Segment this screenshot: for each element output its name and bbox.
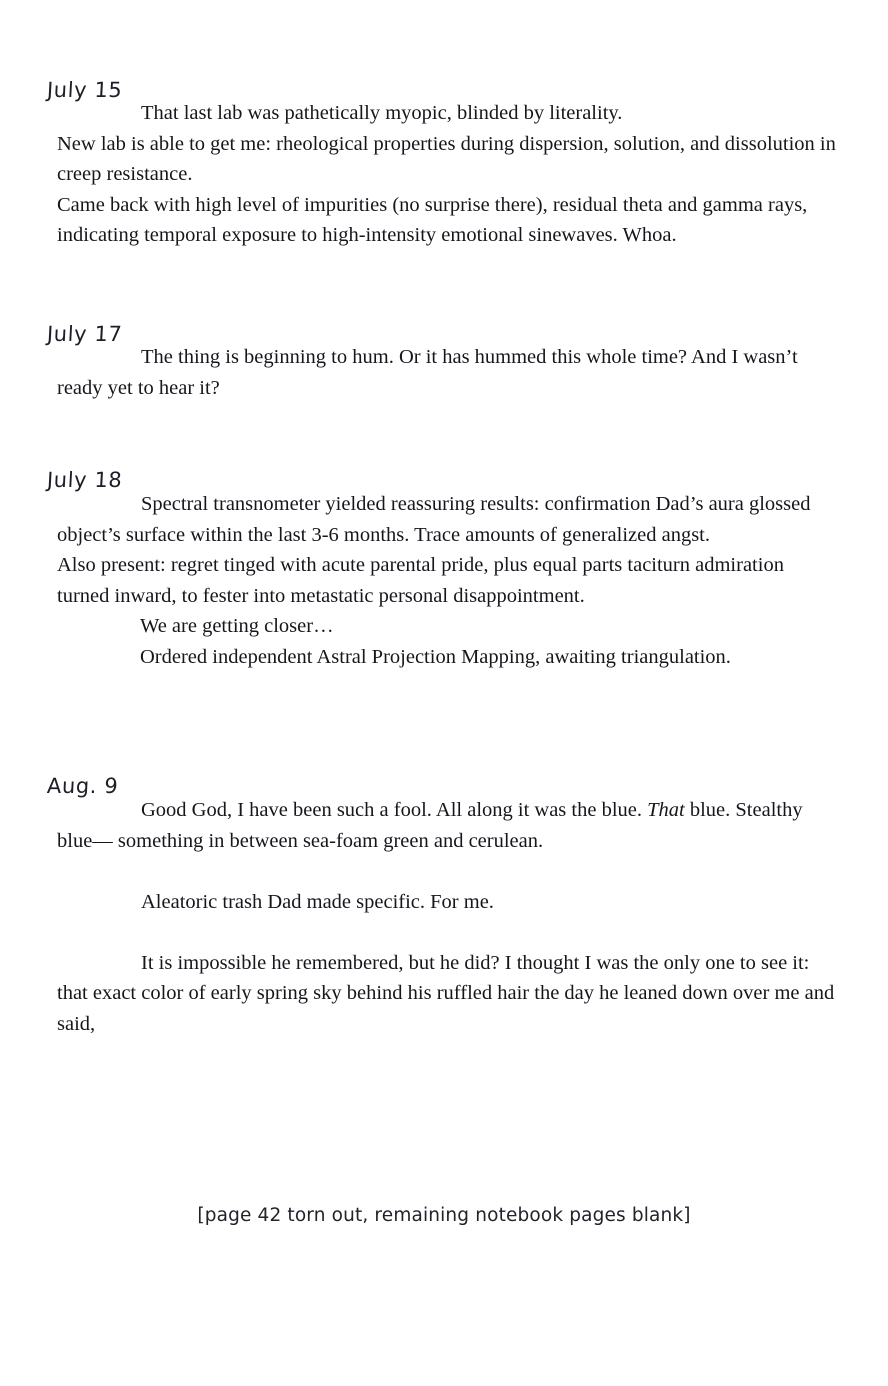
entry-paragraph xyxy=(57,342,837,403)
paragraph-spacer xyxy=(57,917,837,948)
paragraph-text: It is impossible he remembered, but he did? I thought I was the only one to see it: that exact color of early spring sky behind his ruffled hair the day he leaned down over me and said, xyxy=(57,951,835,1035)
entry-paragraph xyxy=(57,948,837,1040)
entry-body xyxy=(57,342,837,403)
paragraph-text: We are getting closer… xyxy=(140,615,334,637)
entry-paragraph xyxy=(57,887,837,918)
entry-paragraph xyxy=(57,795,837,856)
entry-paragraph: New lab is able to get me: rheological properties during dispersion, solution, and dissolution in creep resistance. xyxy=(57,132,836,185)
paragraph-text: That last lab was pathetically myopic, blinded by literality. xyxy=(141,102,623,124)
paragraph-text: Aleatoric trash Dad made specific. For me. xyxy=(141,890,494,913)
entry-date-heading: July 17 xyxy=(46,322,124,346)
entry-paragraph xyxy=(57,98,837,129)
entry-body xyxy=(57,795,837,1039)
entry-paragraph xyxy=(57,611,837,642)
paragraph-spacer xyxy=(57,856,837,887)
entry-paragraph xyxy=(57,489,837,550)
paragraph-text: Ordered independent Astral Projection Mapping, awaiting triangulation. xyxy=(140,645,731,668)
entry-paragraph xyxy=(57,642,837,673)
entry-date-heading: Aug. 9 xyxy=(46,774,119,798)
entry-body xyxy=(57,98,837,251)
entry-paragraph: Came back with high level of impurities (no surprise there), residual theta and gamma rays, indicating temporal exposure to high-intensity emotional sinewaves. Whoa. xyxy=(57,193,808,246)
paragraph-text: Good God, I have been such a fool. All along it was the blue. xyxy=(141,799,648,821)
entry-body xyxy=(57,489,837,672)
emphasized-word: That xyxy=(647,799,685,821)
entry-date-heading: July 18 xyxy=(46,468,124,492)
torn-page-note: [page 42 torn out, remaining notebook pages blank] xyxy=(197,1205,691,1226)
paragraph-text: The thing is beginning to hum. Or it has hummed this whole time? And I wasn’t ready yet to hear it? xyxy=(57,346,798,399)
entry-paragraph: Also present: regret tinged with acute parental pride, plus equal parts taciturn admiration turned inward, to fester into metastatic personal disappointment. xyxy=(57,554,784,607)
paragraph-text: blue. Stealthy blue— something in between sea-foam green and cerulean. xyxy=(57,799,803,852)
entry-date-heading: July 15 xyxy=(46,78,124,102)
paragraph-text: Spectral transnometer yielded reassuring results: confirmation Dad’s aura glossed object’s surface within the last 3-6 months. Trace amounts of generalized angst. xyxy=(57,493,811,546)
